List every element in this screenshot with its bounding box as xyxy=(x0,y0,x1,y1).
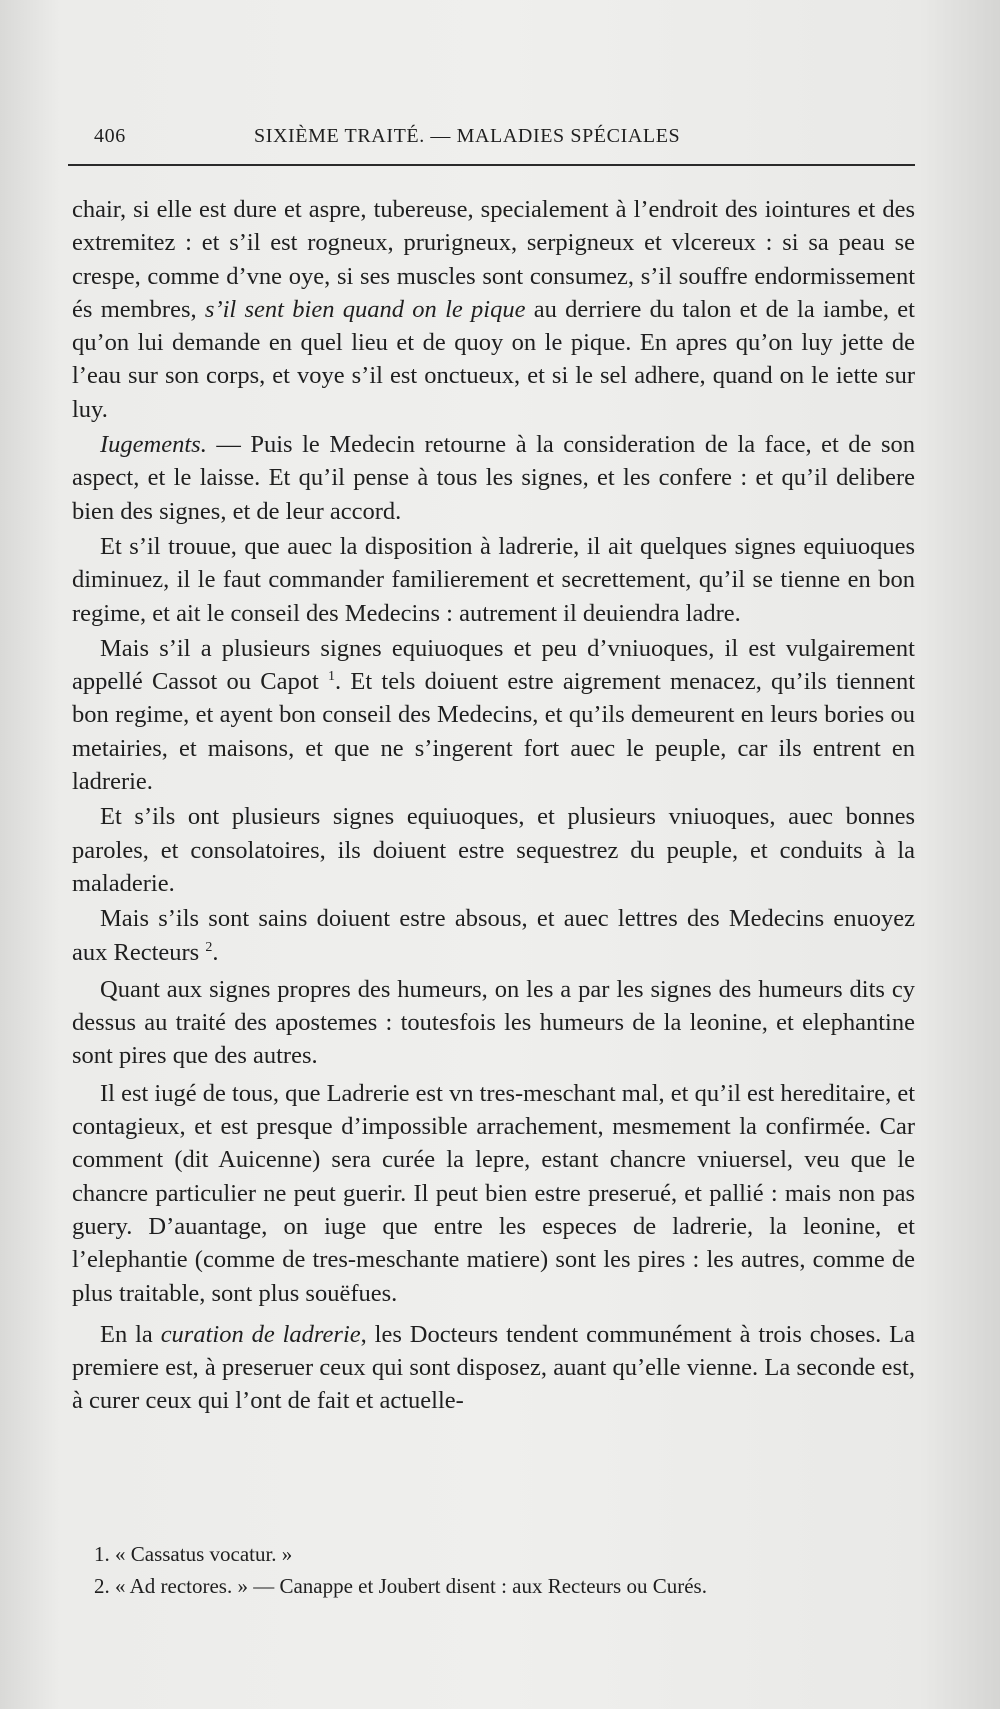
text-run: , les Docteurs tendent communément à trois choses. La premiere est, à preseruer ceux qui sont disposez, auant qu’elle vienne. La seconde est, à curer ceux qui l’ont de fait et actuelle- xyxy=(72,1320,915,1415)
text-run: Mais s’il a plusieurs signes equiuoques et peu d’vniuoques, il est vulgairement appellé Cassot ou Capot xyxy=(72,634,915,696)
footnote-number: 1. xyxy=(94,1542,110,1566)
footnote xyxy=(94,1570,914,1602)
footnote xyxy=(94,1538,914,1570)
paragraph xyxy=(72,800,915,900)
italic-phrase: curation de ladrerie xyxy=(160,1320,361,1348)
footnote-text: « Ad rectores. » — Canappe et Joubert disent : aux Recteurs ou Curés. xyxy=(115,1574,707,1598)
text-run: Il est iugé de tous, que Ladrerie est vn tres-meschant mal, et qu’il est hereditaire, et contagieux, et est presque d’impossible arrachement, mesmement la confirmée. Car comment (dit Auicenne) sera curée la lepre, estant chancre vniuersel, veu que le chancre particulier ne peut guerir. Il peut bien estre preserué, et pallié : mais non pas guery. D’auantage, on iuge que entre les especes de ladrerie, la leonine, et l’elephantie (comme de tres-meschante matiere) sont les pires : les autres, comme de plus traitable, sont plus souëfues. xyxy=(72,1079,916,1307)
paragraph xyxy=(72,1318,915,1418)
text-run: au derriere du talon et de la iambe, et qu’on lui demande en quel lieu et de quoy on le pique. En apres qu’on luy jette de l’eau sur son corps, et voye s’il est onctueux, et si le sel adhere, quand on le iette sur luy. xyxy=(72,295,915,423)
italic-phrase: Iugements. xyxy=(100,431,207,459)
italic-phrase: s’il sent bien quand on le pique xyxy=(204,295,526,323)
body-text xyxy=(72,193,915,1418)
text-run: — Puis le Medecin retourne à la consideration de la face, et de son aspect, et le laisse. Et qu’il pense à tous les signes, et les confere : et qu’il delibere bien des signes, et de leur accord. xyxy=(72,431,915,525)
text-run: chair, si elle est dure et aspre, tubereuse, specialement à l’endroit des iointures et des extremitez : et s’il est rogneux, prurigneux, serpigneux et vlcereux : si sa peau se crespe, comme d’vne oye, si ses muscles sont consumez, s’il souffre endormissement és membres, xyxy=(72,196,915,323)
paragraph xyxy=(72,530,915,630)
text-run: Et s’ils ont plusieurs signes equiuoques, et plusieurs vniuoques, auec bonnes paroles, et consolatoires, ils doiuent estre sequestrez du peuple, et conduits à la maladerie. xyxy=(72,803,915,897)
paragraph xyxy=(72,902,915,969)
paragraph xyxy=(72,1077,915,1310)
text-run: Et s’il trouue, que auec la disposition à ladrerie, il ait quelques signes equiuoques diminuez, il le faut commander familierement et secrettement, qu’il se tienne en bon regime, et ait le conseil des Medecins : autrement il deuiendra ladre. xyxy=(72,532,915,627)
text-run: En la xyxy=(100,1320,161,1348)
text-run: Mais s’ils sont sains doiuent estre absous, et auec lettres des Medecins enuoyez aux Recteurs xyxy=(72,905,915,966)
footnote-ref: 1 xyxy=(328,669,336,684)
footnotes xyxy=(94,1538,914,1602)
footnote-number: 2. xyxy=(94,1574,110,1598)
paragraph xyxy=(72,973,915,1073)
paragraph xyxy=(72,193,915,426)
text-run: . xyxy=(212,938,219,966)
text-run: Quant aux signes propres des humeurs, on les a par les signes des humeurs dits cy dessus au traité des apostemes : toutesfois les humeurs de la leonine, et elephantine sont pires que des autres. xyxy=(72,975,915,1070)
page-header xyxy=(94,125,914,155)
page-number: 406 xyxy=(94,125,126,147)
text-run: . Et tels doiuent estre aigrement menacez, qu’ils tiennent bon regime, et ayent bon conseil des Medecins, et qu’ils demeurent en leurs bories ou metairies, et maisons, et que ne s’ingerent fort auec le peuple, car ils entrent en ladrerie. xyxy=(72,668,916,796)
footnote-text: « Cassatus vocatur. » xyxy=(115,1542,293,1566)
running-title: SIXIÈME TRAITÉ. — MALADIES SPÉCIALES xyxy=(254,125,681,147)
footnote-ref: 2 xyxy=(205,939,213,955)
paragraph xyxy=(72,428,915,528)
paragraph xyxy=(72,632,915,798)
header-rule xyxy=(68,164,915,166)
